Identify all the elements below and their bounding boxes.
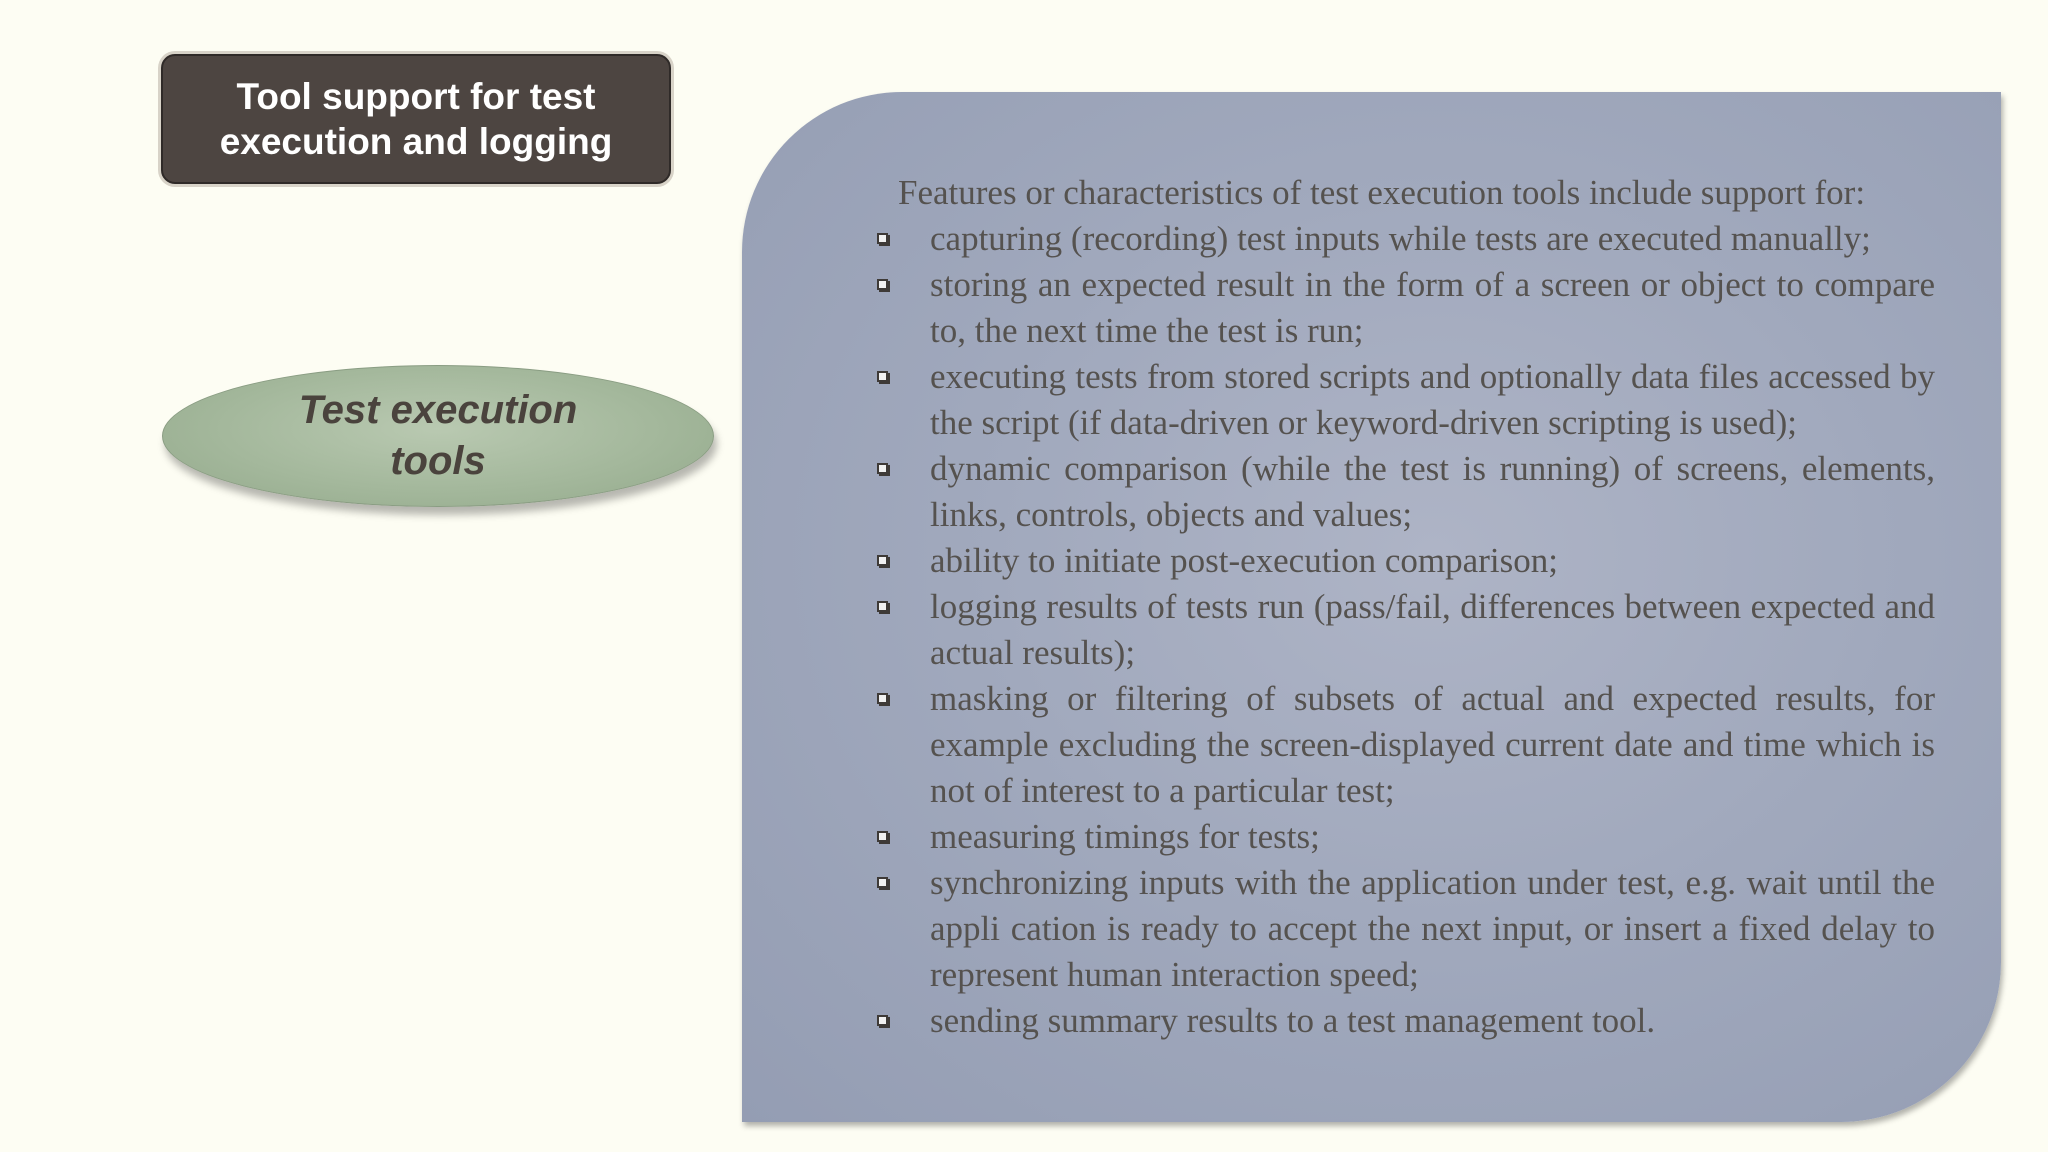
square-bullet-icon xyxy=(877,371,888,382)
square-bullet-icon xyxy=(877,233,888,244)
feature-item xyxy=(808,354,1935,446)
feature-text: storing an expected result in the form of a screen or object to compare to, the next time the test is run; xyxy=(930,265,1935,350)
feature-item xyxy=(808,446,1935,538)
square-bullet-icon xyxy=(877,693,888,704)
topic-ellipse xyxy=(162,365,714,507)
square-bullet-icon xyxy=(877,279,888,290)
features-list xyxy=(808,216,1935,1044)
slide-title: Tool support for test execution and logging xyxy=(219,76,613,162)
features-panel xyxy=(742,92,2001,1122)
square-bullet-icon xyxy=(877,463,888,474)
square-bullet-icon xyxy=(877,1015,888,1026)
feature-text: synchronizing inputs with the application under test, e.g. wait until the appli cation is ready to accept the next input, or insert a fixed delay to represent human interaction speed; xyxy=(930,863,1935,994)
topic-label: Test execution tools xyxy=(298,388,578,483)
feature-item xyxy=(808,676,1935,814)
square-bullet-icon xyxy=(877,601,888,612)
square-bullet-icon xyxy=(877,831,888,842)
feature-item xyxy=(808,538,1935,584)
features-intro: Features or characteristics of test execution tools include support for: xyxy=(898,173,1866,212)
square-bullet-icon xyxy=(877,555,888,566)
feature-text: ability to initiate post-execution comparison; xyxy=(930,541,1558,580)
feature-text: measuring timings for tests; xyxy=(930,817,1320,856)
feature-item xyxy=(808,216,1935,262)
feature-item xyxy=(808,998,1935,1044)
feature-item xyxy=(808,584,1935,676)
square-bullet-icon xyxy=(877,877,888,888)
slide-title-box xyxy=(161,54,671,184)
feature-text: executing tests from stored scripts and optionally data files accessed by the script (if data-driven or keyword-driven scripting is used); xyxy=(930,357,1935,442)
feature-text: masking or filtering of subsets of actual and expected results, for example excluding the screen-displayed current date and time which is not of interest to a particular test; xyxy=(930,679,1935,810)
feature-text: dynamic comparison (while the test is running) of screens, elements, links, controls, objects and values; xyxy=(930,449,1935,534)
feature-item xyxy=(808,814,1935,860)
feature-item xyxy=(808,262,1935,354)
feature-text: logging results of tests run (pass/fail, differences between expected and actual results); xyxy=(930,587,1935,672)
feature-text: capturing (recording) test inputs while tests are executed manually; xyxy=(930,219,1871,258)
feature-text: sending summary results to a test management tool. xyxy=(930,1001,1656,1040)
feature-item xyxy=(808,860,1935,998)
